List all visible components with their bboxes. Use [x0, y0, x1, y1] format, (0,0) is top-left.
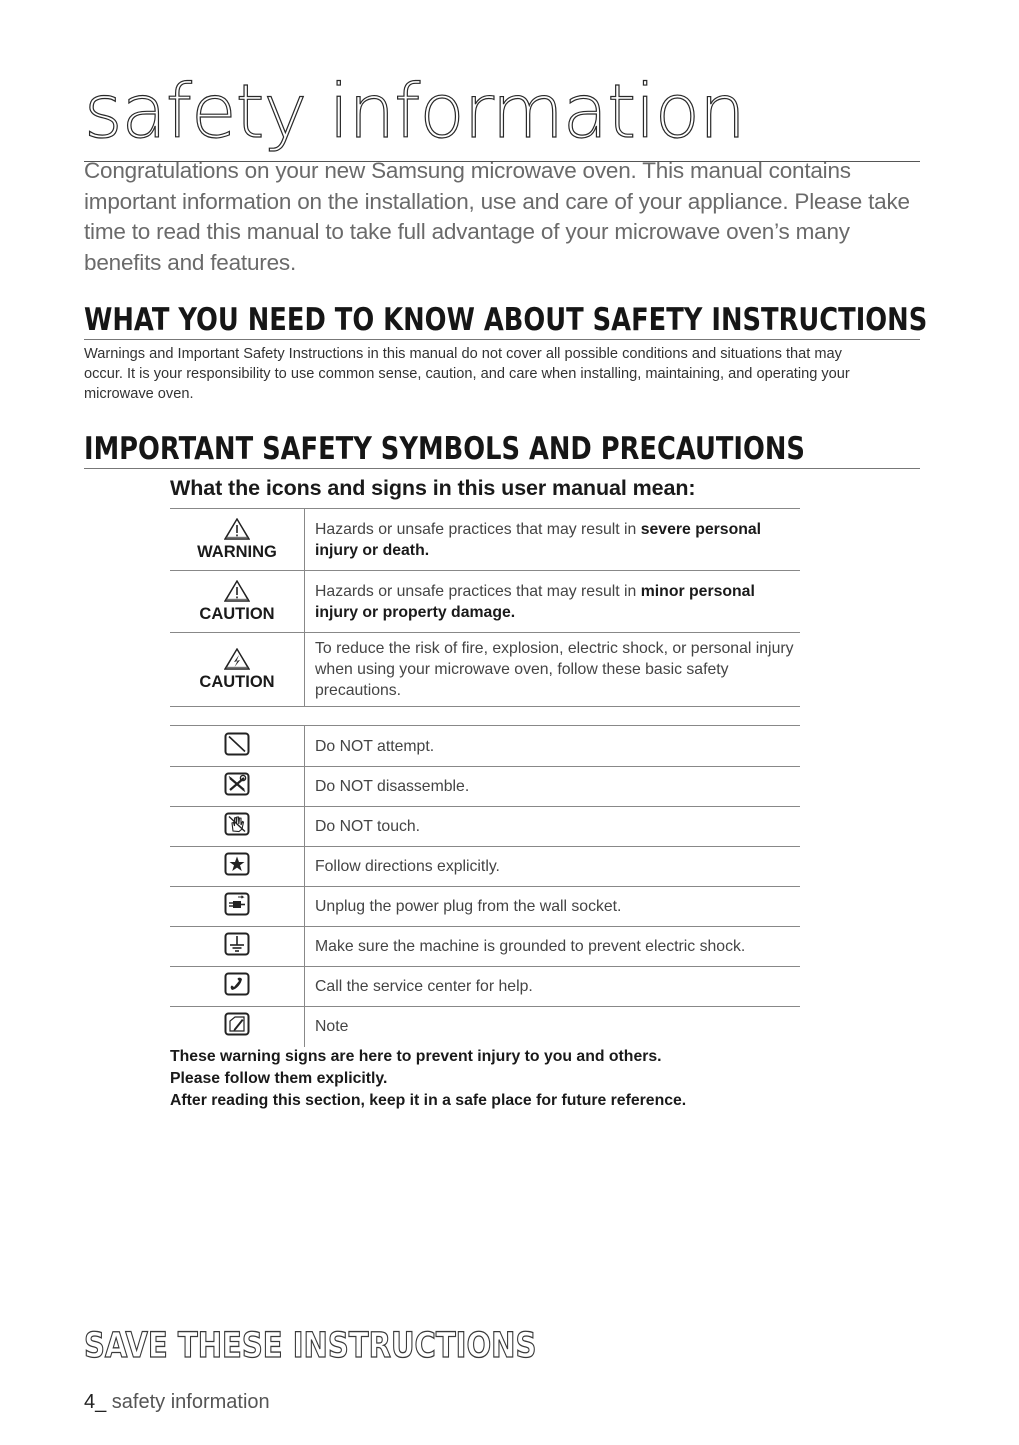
symbol-cell	[170, 1007, 305, 1047]
symbol-description: Do NOT attempt.	[315, 737, 435, 755]
table-row	[170, 887, 800, 927]
signal-description	[305, 509, 801, 571]
signal-description	[305, 633, 801, 707]
symbol-cell	[170, 967, 305, 1007]
do-not-attempt-icon	[224, 732, 250, 756]
symbol-description: Do NOT disassemble.	[315, 778, 470, 795]
warning-triangle-icon	[224, 580, 250, 602]
signal-text-bold: severe personal injury or death.	[315, 520, 762, 559]
symbol-description: Make sure the machine is grounded to prevent electric shock.	[315, 938, 746, 955]
table-row	[170, 633, 800, 707]
signal-cell	[170, 509, 305, 571]
section-rule	[84, 468, 920, 469]
section-heading-what-you-need: WHAT YOU NEED TO KNOW ABOUT SAFETY INSTRUCTIONS	[84, 302, 928, 338]
symbol-cell	[170, 767, 305, 807]
symbol-cell	[170, 927, 305, 967]
symbol-description: Unplug the power plug from the wall socket.	[315, 898, 622, 915]
symbol-description: Follow directions explicitly.	[315, 858, 500, 875]
table-row	[170, 1007, 800, 1047]
ground-icon	[224, 932, 250, 956]
signal-cell	[170, 571, 305, 633]
save-instructions-heading: SAVE THESE INSTRUCTIONS	[84, 1326, 537, 1366]
symbol-cell	[170, 726, 305, 767]
warning-triangle-icon	[224, 518, 250, 540]
note-line: These warning signs are here to prevent injury to you and others.	[170, 1048, 662, 1065]
signal-label: CAUTION	[199, 672, 275, 691]
symbol-cell	[170, 887, 305, 927]
note-line: Please follow them explicitly.	[170, 1070, 388, 1087]
follow-directions-icon	[224, 852, 250, 876]
table-row	[170, 807, 800, 847]
signal-cell	[170, 633, 305, 707]
table-row	[170, 927, 800, 967]
note-icon	[224, 1012, 250, 1036]
table-row	[170, 571, 800, 633]
intro-paragraph: Congratulations on your new Samsung microwave oven. This manual contains important information on the installation, use and care of your appliance. Please take time to read this manual to take full advantage of your microwave oven’s many benefits and features.	[84, 158, 910, 275]
what-you-need-body: Warnings and Important Safety Instructions in this manual do not cover all possible conditions and situations that may occur. It is your responsibility to use common sense, caution, and care when installing, maintaining, and operating your microwave oven.	[84, 346, 850, 402]
signal-text: Hazards or unsafe practices that may result in	[315, 582, 641, 600]
table-row	[170, 967, 800, 1007]
electric-shock-triangle-icon	[224, 648, 250, 670]
signal-label: CAUTION	[199, 604, 275, 623]
signal-label: WARNING	[197, 542, 277, 561]
symbol-description: Call the service center for help.	[315, 978, 533, 995]
unplug-icon	[224, 892, 250, 916]
symbol-cell	[170, 807, 305, 847]
symbols-subheading: What the icons and signs in this user manual mean:	[170, 476, 696, 500]
symbols-table	[170, 725, 800, 1047]
signal-text: To reduce the risk of fire, explosion, electric shock, or personal injury when using your microwave oven, follow these basic safety precautions.	[315, 640, 794, 699]
call-service-icon	[224, 972, 250, 996]
signal-description	[305, 571, 801, 633]
table-row	[170, 767, 800, 807]
symbol-description: Do NOT touch.	[315, 818, 421, 835]
signal-words-table	[170, 508, 800, 707]
footer-label: safety information	[106, 1391, 270, 1413]
table-row	[170, 726, 800, 767]
warning-notes	[170, 1046, 870, 1112]
page-title: safety information	[84, 64, 920, 162]
table-row	[170, 847, 800, 887]
table-row	[170, 509, 800, 571]
signal-text: Hazards or unsafe practices that may result in	[315, 520, 641, 538]
symbol-cell	[170, 847, 305, 887]
page-number: 4_	[84, 1391, 107, 1413]
section-heading-important: IMPORTANT SAFETY SYMBOLS AND PRECAUTIONS	[84, 431, 805, 467]
page-footer	[84, 1391, 270, 1414]
do-not-disassemble-icon	[224, 772, 250, 796]
note-line: After reading this section, keep it in a safe place for future reference.	[170, 1092, 687, 1109]
signal-text-bold: minor personal injury or property damage.	[315, 582, 755, 621]
do-not-touch-icon	[224, 812, 250, 836]
symbol-description: Note	[315, 1018, 349, 1036]
section-rule	[84, 339, 920, 340]
